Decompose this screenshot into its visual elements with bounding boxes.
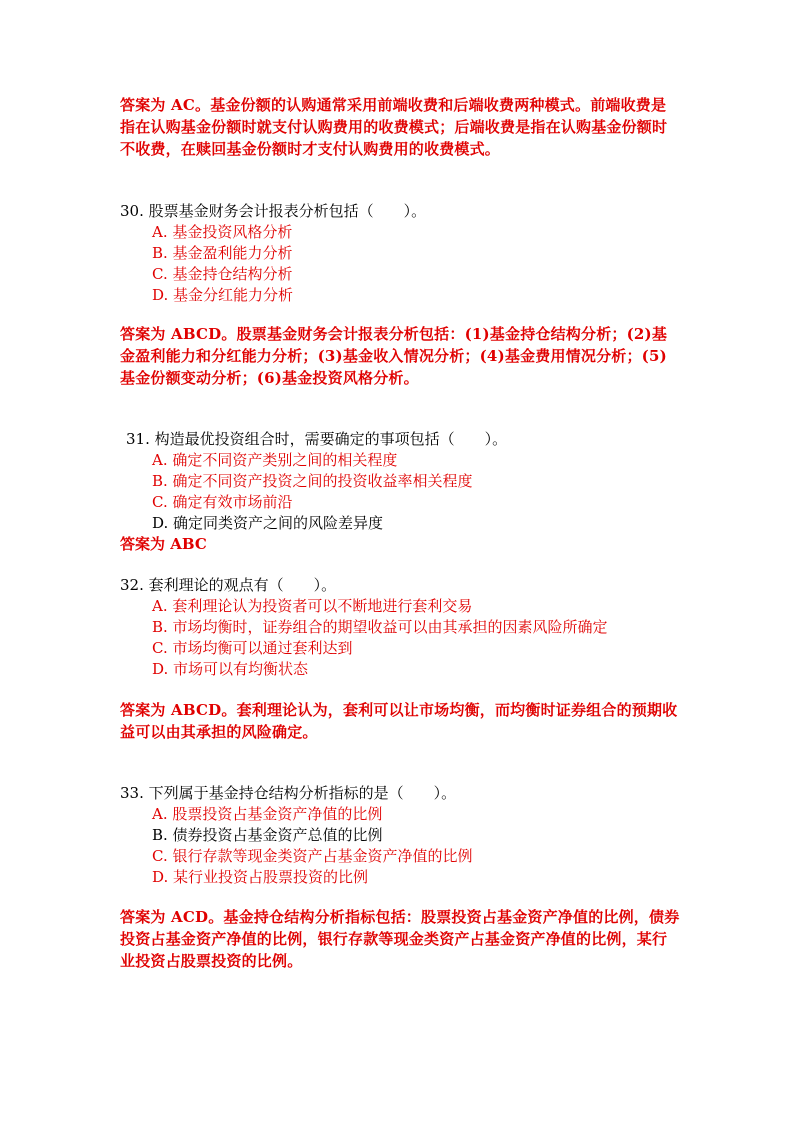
question-30-title: 30. 股票基金财务会计报表分析包括（ ）。 [120,202,427,220]
q30-option-a: A. 基金投资风格分析 [152,223,293,241]
question-32-block [120,574,680,680]
q30-option-d: D. 基金分红能力分析 [152,286,294,304]
answer-30-block [120,323,680,389]
q32-option-b: B. 市场均衡时，证券组合的期望收益可以由其承担的因素风险所确定 [152,618,608,636]
answer-31-block [120,533,680,555]
question-32-title: 32. 套利理论的观点有（ ）。 [120,576,337,594]
q33-option-b: B. 债券投资占基金资产总值的比例 [152,826,383,844]
question-31-title: 31. 构造最优投资组合时，需要确定的事项包括（ ）。 [126,430,508,448]
answer-30-text: 答案为 ABCD。股票基金财务会计报表分析包括：(1)基金持仓结构分析；(2)基金盈利能力和分红能力分析；(3)基金收入情况分析；(4)基金费用情况分析；(5)基金份额变动分析；(6)基金投资风格分析。 [120,325,668,387]
question-31-block [126,428,686,534]
answer-29-block [120,94,680,160]
q33-option-d: D. 某行业投资占股票投资的比例 [152,868,369,886]
q32-option-a: A. 套利理论认为投资者可以不断地进行套利交易 [152,597,473,615]
question-33-options [120,804,680,888]
q33-option-c: C. 银行存款等现金类资产占基金资产净值的比例 [152,847,473,865]
question-30-options [120,222,680,306]
question-33-block [120,782,680,888]
question-33-title: 33. 下列属于基金持仓结构分析指标的是（ ）。 [120,784,457,802]
q33-option-a: A. 股票投资占基金资产净值的比例 [152,805,383,823]
question-31-options [126,450,686,534]
answer-33-block [120,906,680,972]
answer-33-text: 答案为 ACD。基金持仓结构分析指标包括：股票投资占基金资产净值的比例，债券投资占基金资产净值的比例，银行存款等现金类资产占基金资产净值的比例，某行业投资占股票投资的比例。 [120,908,680,970]
question-30-block [120,200,680,306]
question-32-options [120,596,680,680]
q32-option-c: C. 市场均衡可以通过套利达到 [152,639,353,657]
answer-32-text: 答案为 ABCD。套利理论认为，套利可以让市场均衡，而均衡时证券组合的预期收益可以由其承担的风险确定。 [120,701,678,741]
q31-option-b: B. 确定不同资产投资之间的投资收益率相关程度 [152,472,473,490]
q31-option-d: D. 确定同类资产之间的风险差异度 [152,514,384,532]
answer-31-text: 答案为 ABC [120,535,207,553]
q31-option-a: A. 确定不同资产类别之间的相关程度 [152,451,398,469]
q30-option-b: B. 基金盈利能力分析 [152,244,293,262]
q30-option-c: C. 基金持仓结构分析 [152,265,293,283]
answer-32-block [120,699,680,743]
q31-option-c: C. 确定有效市场前沿 [152,493,293,511]
q32-option-d: D. 市场可以有均衡状态 [152,660,309,678]
answer-29-text: 答案为 AC。基金份额的认购通常采用前端收费和后端收费两种模式。前端收费是指在认购基金份额时就支付认购费用的收费模式；后端收费是指在认购基金份额时不收费，在赎回基金份额时才支付认购费用的收费模式。 [120,96,668,158]
